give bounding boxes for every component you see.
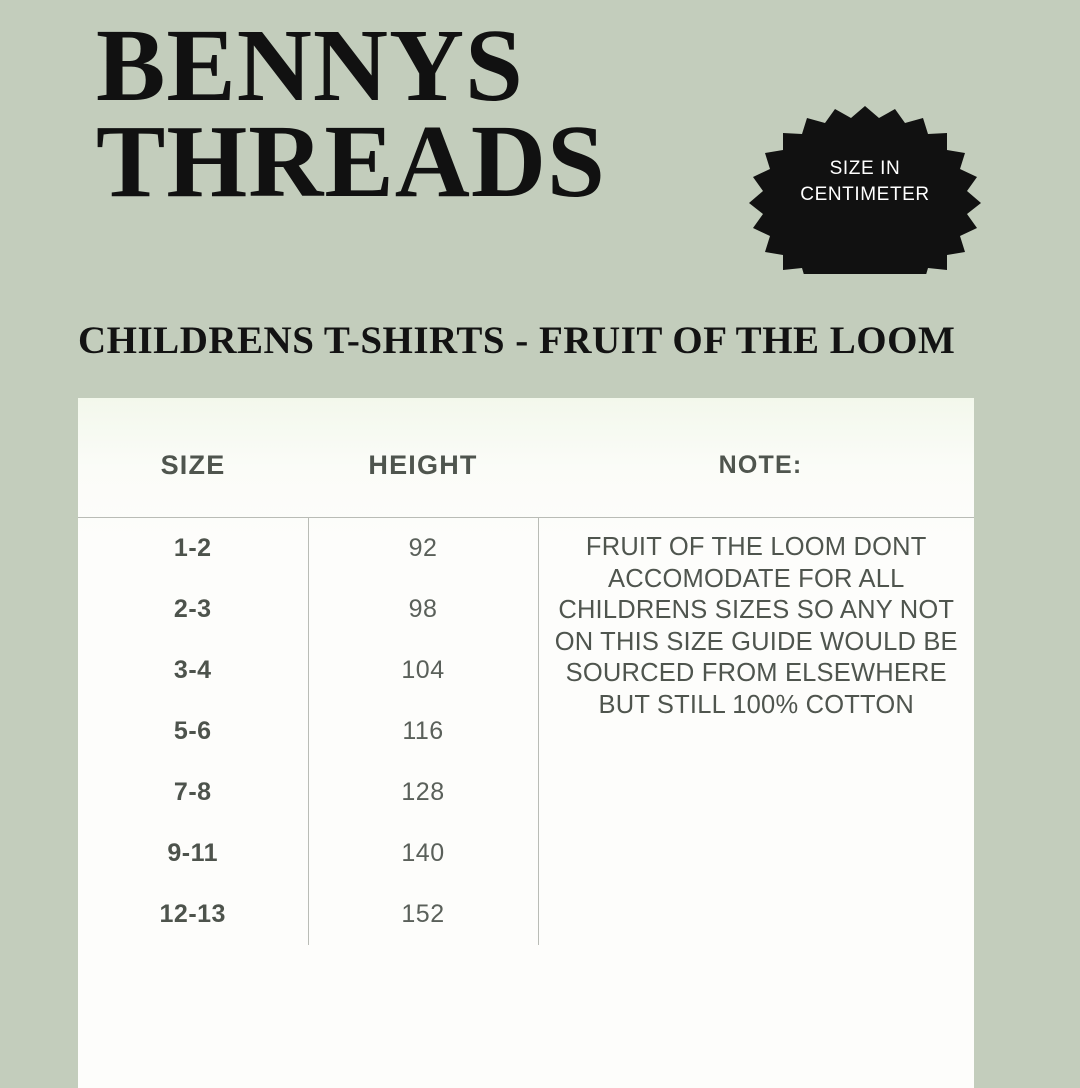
brand-title xyxy=(96,8,716,219)
cell-height: 104 xyxy=(308,640,538,701)
cell-height: 152 xyxy=(308,884,538,945)
badge-line-1: SIZE IN xyxy=(829,158,901,179)
cell-height: 98 xyxy=(308,579,538,640)
cell-height: 140 xyxy=(308,823,538,884)
badge-text xyxy=(745,156,985,207)
column-header-note: NOTE: xyxy=(718,451,803,479)
cell-size: 9-11 xyxy=(167,839,219,867)
table-header-row xyxy=(78,398,974,517)
cell-height: 92 xyxy=(308,518,538,580)
table-body xyxy=(78,518,974,946)
column-header-size: SIZE xyxy=(160,450,226,480)
brand-line-2: THREADS xyxy=(96,103,606,219)
cell-size: 12-13 xyxy=(159,900,226,928)
size-chart-card xyxy=(78,398,974,1088)
cell-height: 128 xyxy=(308,762,538,823)
page-subtitle: CHILDRENS T-SHIRTS - FRUIT OF THE LOOM xyxy=(78,319,956,362)
cell-size: 5-6 xyxy=(173,717,212,745)
size-unit-badge xyxy=(745,104,985,274)
cell-size: 7-8 xyxy=(173,778,212,806)
cell-size: 2-3 xyxy=(173,595,212,623)
cell-note: FRUIT OF THE LOOM DONT ACCOMODATE FOR ALL CHILDRENS SIZES SO ANY NOT ON THIS SIZE GUIDE WOULD BE SOURCED FROM ELSEWHERE BUT STILL 100% COTTON xyxy=(554,533,958,720)
cell-size: 1-2 xyxy=(173,534,212,562)
cell-height: 116 xyxy=(308,701,538,762)
brand-line-1: BENNYS xyxy=(96,8,524,123)
cell-size: 3-4 xyxy=(173,656,212,684)
badge-line-2: CENTIMETER xyxy=(800,183,930,205)
size-chart-table xyxy=(78,398,974,945)
table-row xyxy=(78,518,974,580)
column-header-height: HEIGHT xyxy=(368,450,478,480)
